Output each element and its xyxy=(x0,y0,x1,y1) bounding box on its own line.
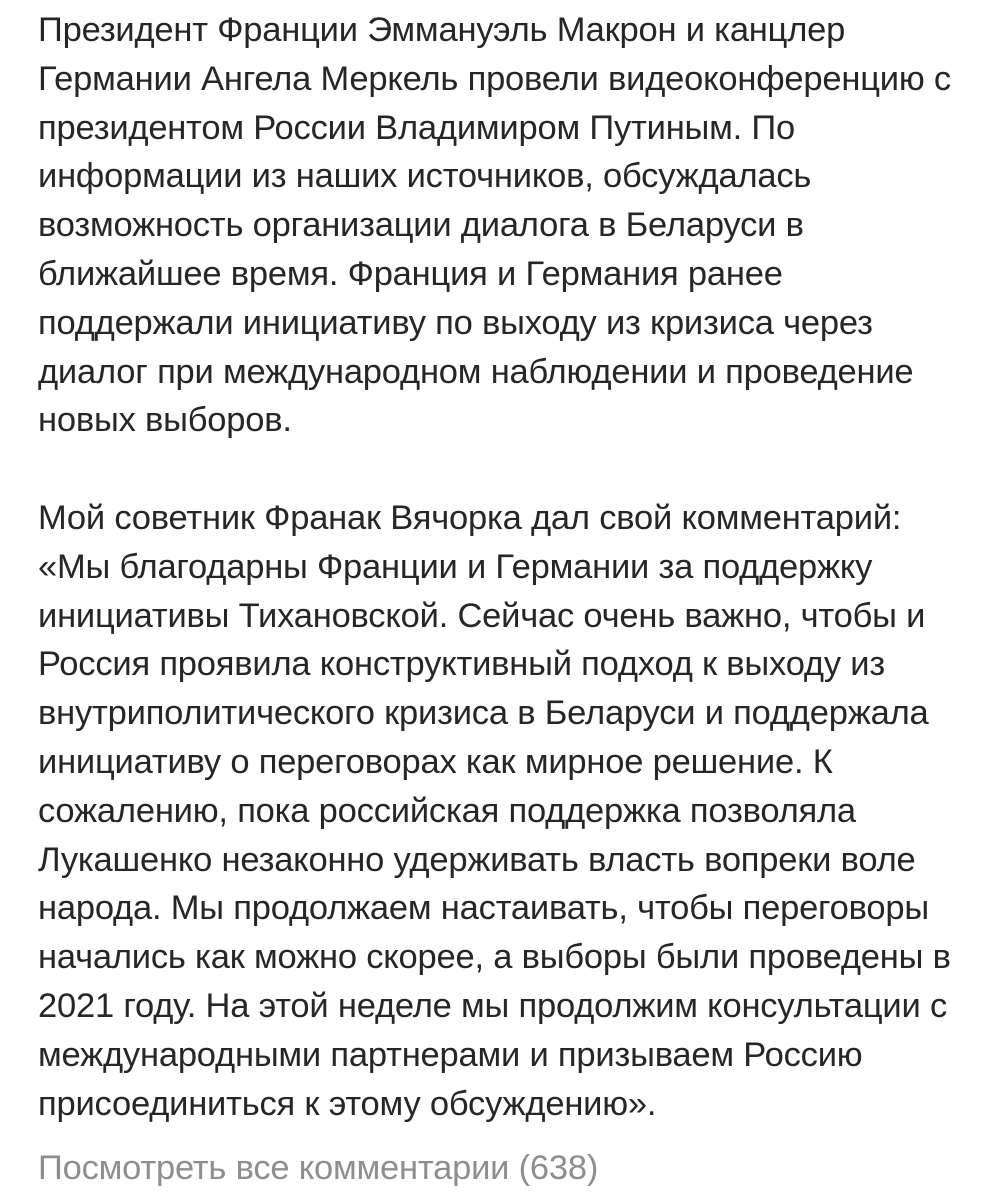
post-caption xyxy=(38,6,978,1128)
paragraph-spacer xyxy=(38,445,978,494)
view-all-comments-link[interactable]: Посмотреть все комментарии (638) xyxy=(38,1149,599,1187)
caption-paragraph-2: Мой советник Франак Вячорка дал свой комментарий: «Мы благодарны Франции и Германии за поддержку инициативы Тихановской. Сейчас очень важно, чтобы и Россия проявила конструктивный подход к выходу из внутриполитического кризиса в Беларуси и поддержала инициативу о переговорах как мирное решение. К сожалению, пока российская поддержка позволяла Лукашенко незаконно удерживать власть вопреки воле народа. Мы продолжаем настаивать, чтобы переговоры начались как можно скорее, а выборы были проведены в 2021 году. На этой неделе мы продолжим консультации с международными партнерами и призываем Россию присоединиться к этому обсуждению». xyxy=(38,498,951,1123)
caption-paragraph-1: Президент Франции Эммануэль Макрон и канцлер Германии Ангела Меркель провели видеоконференцию с президентом России Владимиром Путиным. По информации из наших источников, обсуждалась возможность организации диалога в Беларуси в ближайшее время. Франция и Германия ранее поддержали инициативу по выходу из кризиса через диалог при международном наблюдении и проведение новых выборов. xyxy=(38,11,951,440)
